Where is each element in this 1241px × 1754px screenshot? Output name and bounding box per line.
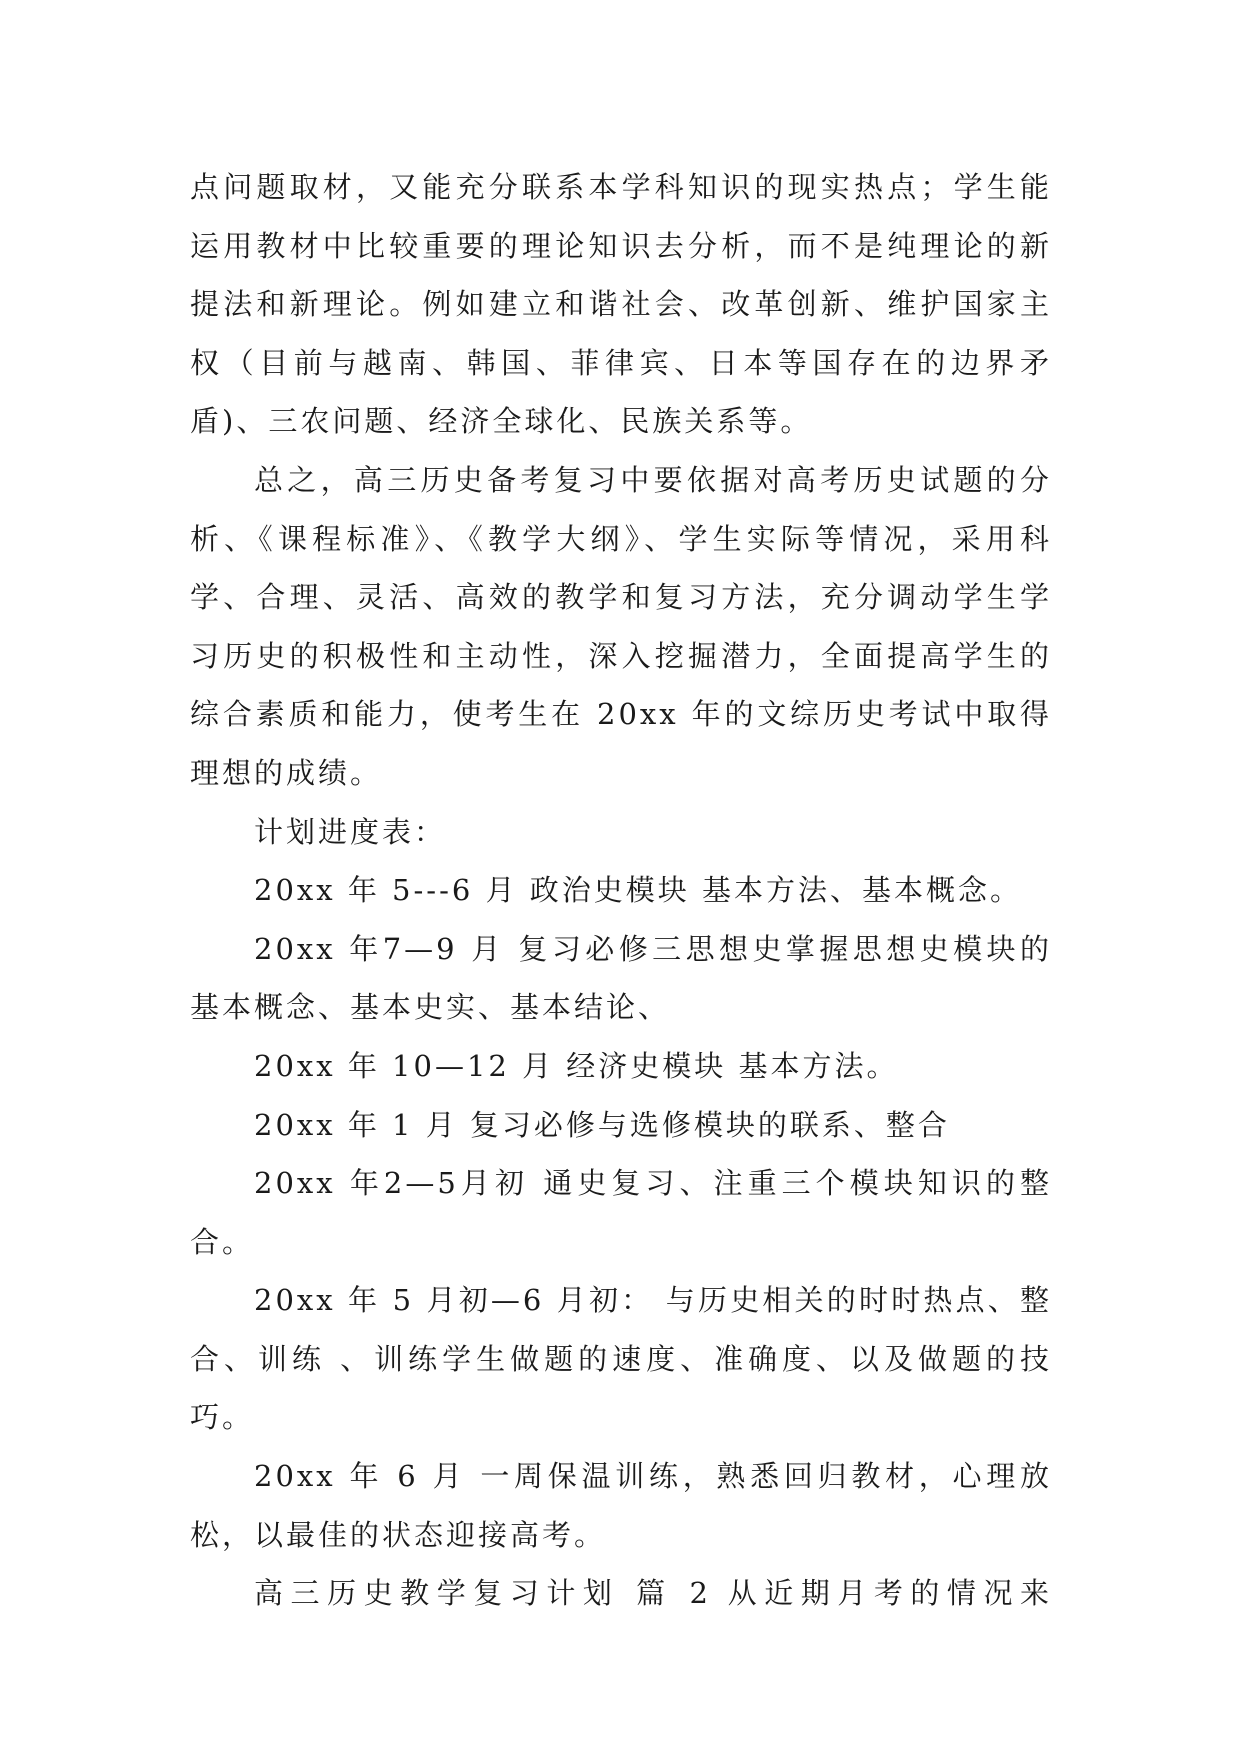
document-body xyxy=(190,158,1052,1623)
paragraph-schedule-heading: 计划进度表： xyxy=(254,814,447,849)
paragraph-intro-continuation: 点问题取材，又能充分联系本学科知识的现实热点；学生能运用教材中比较重要的理论知识去分析，而不是纯理论的新提法和新理论。例如建立和谐社会、改革创新、维护国家主权（目前与越南、韩国、菲律宾、日本等国存在的边界矛盾)、三农问题、经济全球化、民族关系等。 xyxy=(190,170,1052,439)
schedule-item-may-june-early: 20xx 年 5 月初—6 月初： 与历史相关的时时热点、整合、训练 、训练学生做题的速度、准确度、以及做题的技巧。 xyxy=(190,1283,1052,1435)
paragraph-summary: 总之，高三历史备考复习中要依据对高考历史试题的分析、《课程标准》、《教学大纲》、学生实际等情况，采用科学、合理、灵活、高效的教学和复习方法，充分调动学生学习历史的积极性和主动性，深入挖掘潜力，全面提高学生的综合素质和能力，使考生在 20xx 年的文综历史考试中取得理想的成绩。 xyxy=(190,462,1052,790)
schedule-item-feb-may: 20xx 年2—5月初 通史复习、注重三个模块知识的整合。 xyxy=(190,1166,1052,1259)
schedule-item-jan: 20xx 年 1 月 复习必修与选修模块的联系、整合 xyxy=(254,1107,950,1142)
section-heading-part-2: 高三历史教学复习计划 篇 2 从近期月考的情况来 xyxy=(254,1576,1052,1611)
schedule-item-may-june: 20xx 年 5---6 月 政治史模块 基本方法、基本概念。 xyxy=(254,873,1023,908)
schedule-item-oct-dec: 20xx 年 10—12 月 经济史模块 基本方法。 xyxy=(254,1048,899,1083)
schedule-item-june: 20xx 年 6 月 一周保温训练，熟悉回归教材，心理放松，以最佳的状态迎接高考。 xyxy=(190,1459,1052,1552)
schedule-item-july-sept: 20xx 年7—9 月 复习必修三思想史掌握思想史模块的基本概念、基本史实、基本结论、 xyxy=(190,931,1052,1025)
